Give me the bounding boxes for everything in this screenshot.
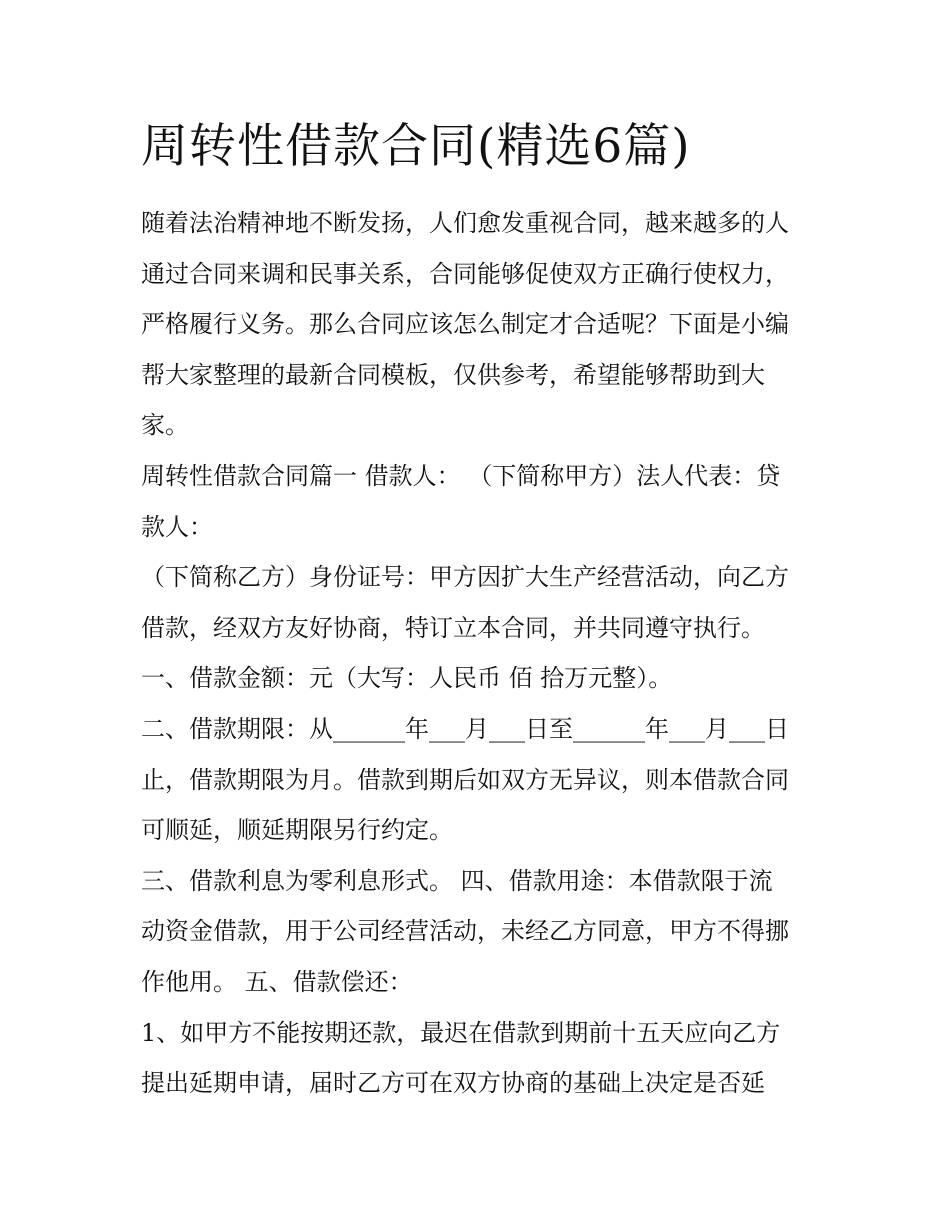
text-line: 借款，经双方友好协商，特订立本合同，并共同遵守执行。: [141, 613, 765, 642]
text-line: 通过合同来调和民事关系，合同能够促使双方正确行使权力，: [141, 259, 789, 288]
document-body: [141, 198, 813, 1109]
text-line: 可顺延，顺延期限另行约定。: [141, 816, 453, 845]
text-line: 严格履行义务。那么合同应该怎么制定才合适呢？下面是小编: [141, 310, 789, 339]
text-line: 1、如甲方不能按期还款，最迟在借款到期前十五天应向乙方: [141, 1018, 781, 1047]
document-page: [141, 112, 813, 1109]
text-line: 周转性借款合同篇一 借款人： （下简称甲方）法人代表：贷: [141, 461, 781, 490]
text-line: 随着法治精神地不断发扬，人们愈发重视合同，越来越多的人: [141, 209, 789, 237]
text-line: 动资金借款，用于公司经营活动，未经乙方同意，甲方不得挪: [141, 917, 789, 946]
text-line: 作他用。 五、借款偿还：: [141, 967, 413, 996]
document-title: 周转性借款合同(精选6篇): [141, 119, 691, 174]
text-line: 一、借款金额：元（大写：人民币 佰 拾万元整）。: [141, 664, 673, 693]
text-line: 家。: [141, 411, 189, 440]
text-line: 提出延期申请，届时乙方可在双方协商的基础上决定是否延: [141, 1069, 765, 1098]
text-line: 止，借款期限为月。借款到期后如双方无异议，则本借款合同: [141, 765, 789, 794]
text-line: （下简称乙方）身份证号：甲方因扩大生产经营活动，向乙方: [141, 563, 789, 592]
text-line: 二、借款期限：从______年___月___日至______年___月___日: [141, 714, 789, 743]
text-line: 帮大家整理的最新合同模板，仅供参考，希望能够帮助到大: [141, 360, 765, 389]
text-line: 款人：: [141, 512, 213, 541]
text-line: 三、借款利息为零利息形式。 四、借款用途：本借款限于流: [141, 866, 773, 895]
